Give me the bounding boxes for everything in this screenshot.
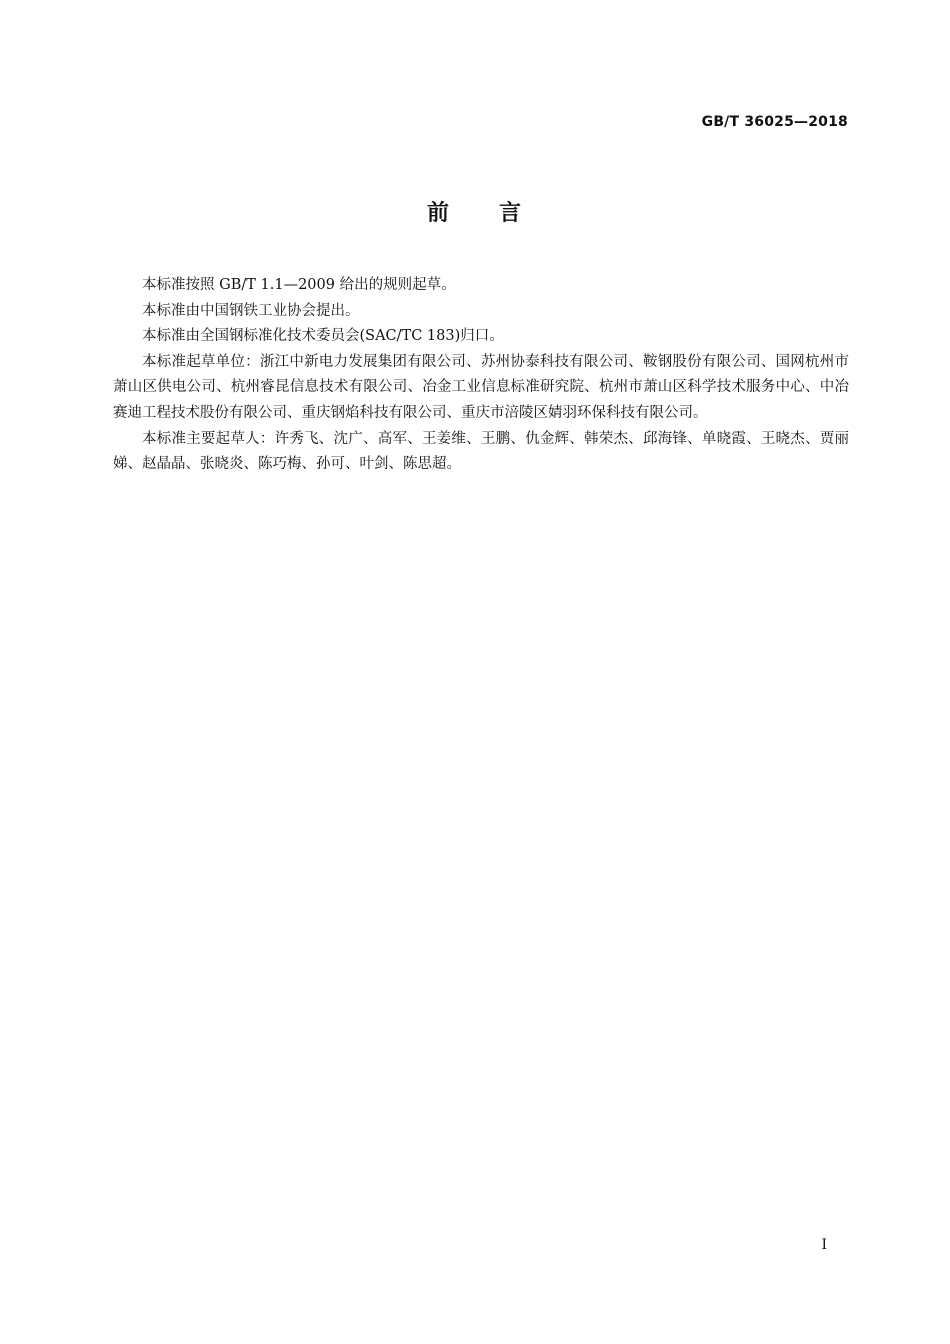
- paragraph-drafters: 本标准主要起草人：许秀飞、沈广、高军、王姜维、王鹏、仇金辉、韩荣杰、邱海锋、单晓霞、王晓杰、贾丽娣、赵晶晶、张晓炎、陈巧梅、孙可、叶剑、陈思超。: [113, 430, 849, 473]
- page-number: I: [821, 1237, 827, 1253]
- paragraph-drafting-units: 本标准起草单位：浙江中新电力发展集团有限公司、苏州协泰科技有限公司、鞍钢股份有限公司、国网杭州市萧山区供电公司、杭州睿昆信息技术有限公司、冶金工业信息标准研究院、杭州市萧山区科学技术服务中心、中冶赛迪工程技术股份有限公司、重庆钢焰科技有限公司、重庆市涪陵区婧羽环保科技有限公司。: [113, 353, 849, 421]
- paragraph-proposer: 本标准由中国钢铁工业协会提出。: [142, 302, 360, 319]
- page-title: 前 言: [426, 201, 523, 226]
- paragraph-drafting-rules: 本标准按照 GB/T 1.1—2009 给出的规则起草。: [142, 277, 456, 293]
- foreword-body: [113, 273, 849, 478]
- paragraph-committee: 本标准由全国钢标准化技术委员会(SAC/TC 183)归口。: [142, 328, 504, 345]
- standard-code: GB/T 36025—2018: [701, 114, 848, 130]
